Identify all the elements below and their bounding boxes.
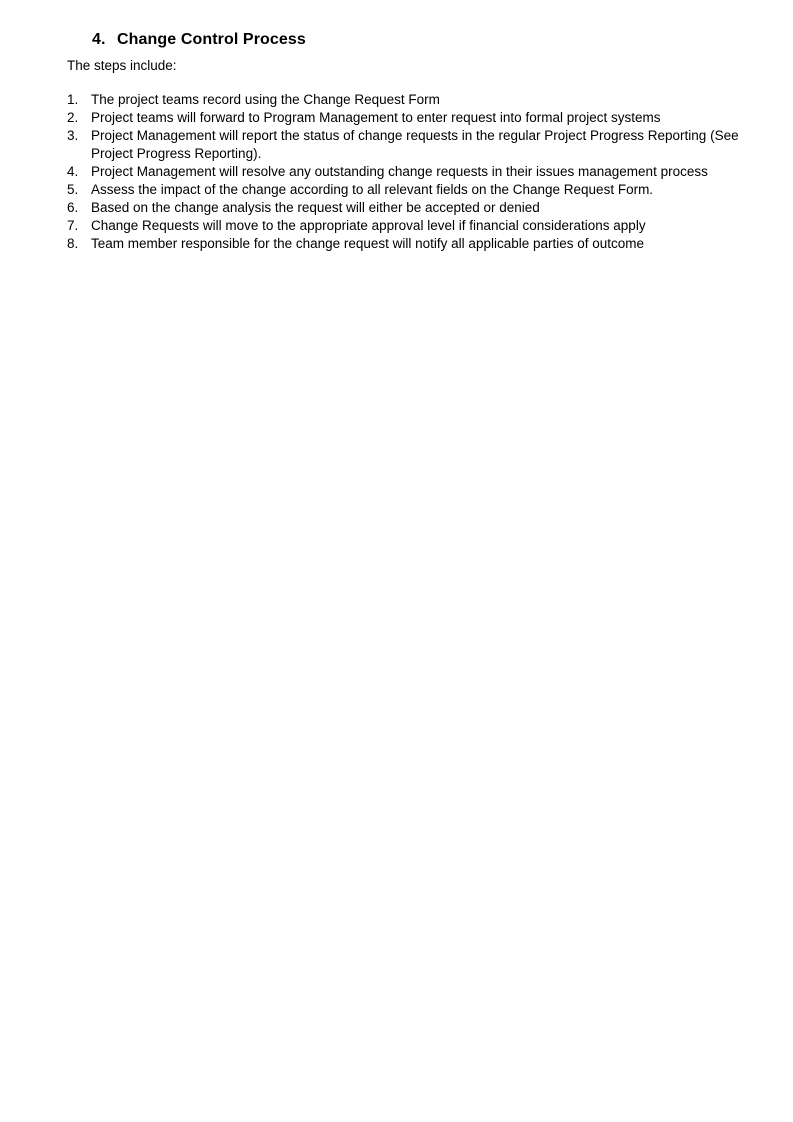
list-item-text: Project Management will report the status of change requests in the regular Project Progress Reporting (See Project Progress Reporting).: [91, 128, 739, 161]
list-item: [67, 127, 761, 163]
list-item-text: Change Requests will move to the appropriate approval level if financial considerations apply: [91, 218, 646, 233]
list-item-text: Assess the impact of the change according to all relevant fields on the Change Request Form.: [91, 182, 654, 197]
list-item-number: 6.: [67, 200, 79, 215]
intro-paragraph: The steps include:: [67, 58, 177, 73]
list-item-number: 3.: [67, 128, 79, 143]
list-item: [67, 109, 761, 127]
list-item: [67, 91, 761, 109]
list-item-number: 8.: [67, 236, 79, 251]
list-item: [67, 163, 761, 181]
list-item-text: Project Management will resolve any outstanding change requests in their issues management process: [91, 164, 708, 179]
list-item: [67, 199, 761, 217]
list-item-number: 7.: [67, 218, 79, 233]
list-item-number: 5.: [67, 182, 79, 197]
section-heading-title: Change Control Process: [117, 31, 306, 48]
section-heading: [92, 29, 761, 50]
list-item-text: Based on the change analysis the request will either be accepted or denied: [91, 200, 540, 215]
list-item-number: 2.: [67, 110, 79, 125]
list-item: [67, 217, 761, 235]
list-item: [67, 181, 761, 199]
list-item-number: 1.: [67, 92, 79, 107]
numbered-list: [67, 91, 761, 253]
list-item-text: Project teams will forward to Program Management to enter request into formal project systems: [91, 110, 661, 125]
list-item: [67, 235, 761, 253]
list-item-number: 4.: [67, 164, 79, 179]
list-item-text: The project teams record using the Change Request Form: [91, 92, 440, 107]
list-item-text: Team member responsible for the change request will notify all applicable parties of outcome: [91, 236, 645, 251]
section-heading-number: 4.: [92, 31, 106, 48]
